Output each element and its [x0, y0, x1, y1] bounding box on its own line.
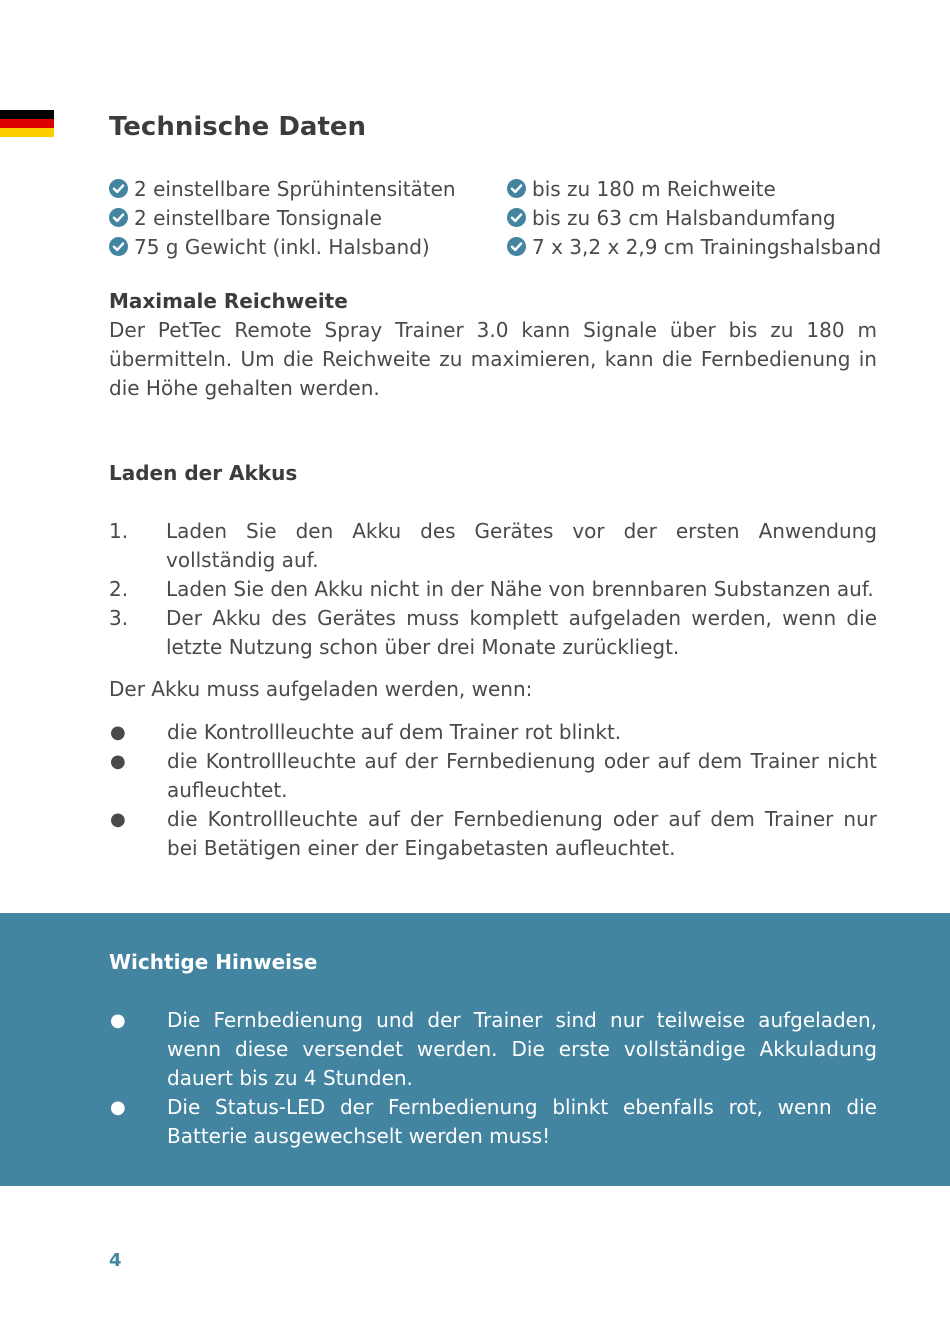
check-circle-icon [507, 179, 526, 198]
bullet-icon: ● [110, 809, 126, 830]
feature-text: 2 einstellbare Sprühintensitäten [134, 176, 456, 201]
step-number: 3. [109, 606, 129, 630]
check-circle-icon [507, 208, 526, 227]
feature-list-left [109, 174, 456, 261]
feature-item [507, 203, 881, 232]
step-text: Laden Sie den Akku des Gerätes vor der ersten Anwendung vollständig auf. [166, 519, 877, 572]
check-circle-icon [109, 208, 128, 227]
list-item [109, 1093, 877, 1151]
range-paragraph: Der PetTec Remote Spray Trainer 3.0 kann Signale über bis zu 180 m übermitteln. Um die Reichweite zu maximieren, kann die Fernbedienung in die Höhe gehalten werden. [109, 318, 877, 400]
check-circle-icon [109, 237, 128, 256]
notes-heading: Wichtige Hinweise [109, 950, 318, 974]
feature-text: bis zu 63 cm Halsbandumfang [532, 205, 836, 230]
bullet-icon: ● [110, 751, 126, 772]
feature-item [109, 174, 456, 203]
list-item [109, 604, 877, 662]
step-number: 2. [109, 577, 129, 601]
feature-item [109, 232, 456, 261]
german-flag-icon [0, 110, 54, 137]
flag-stripe-red [0, 119, 54, 128]
range-heading: Maximale Reichweite [109, 289, 348, 313]
list-item [109, 517, 877, 575]
feature-text: bis zu 180 m Reichweite [532, 176, 776, 201]
list-item [109, 575, 877, 604]
bullet-icon: ● [110, 1097, 126, 1118]
check-circle-icon [507, 237, 526, 256]
list-item [109, 805, 877, 863]
step-text: Der Akku des Gerätes muss komplett aufgeladen werden, wenn die letzte Nutzung schon über drei Monate zurückliegt. [166, 606, 877, 659]
charging-steps-list [109, 517, 877, 662]
feature-text: 75 g Gewicht (inkl. Halsband) [134, 234, 430, 259]
feature-item [109, 203, 456, 232]
flag-stripe-black [0, 110, 54, 119]
condition-text: die Kontrollleuchte auf der Fernbedienung oder auf dem Trainer nicht aufleuchtet. [167, 749, 877, 802]
feature-text: 7 x 3,2 x 2,9 cm Trainingshalsband [532, 234, 882, 259]
page-number: 4 [109, 1250, 122, 1271]
list-item [109, 747, 877, 805]
page-title: Technische Daten [109, 112, 367, 142]
step-text: Laden Sie den Akku nicht in der Nähe von brennbaren Substanzen auf. [166, 577, 874, 601]
charging-heading: Laden der Akkus [109, 461, 298, 485]
notes-list [109, 1006, 877, 1151]
step-number: 1. [109, 519, 129, 543]
note-text: Die Status-LED der Fernbedienung blinkt ebenfalls rot, wenn die Batterie ausgewechselt werden muss! [167, 1095, 877, 1148]
feature-item [507, 232, 881, 261]
charging-conditions-list [109, 718, 877, 863]
note-text: Die Fernbedienung und der Trainer sind nur teilweise aufgeladen, wenn diese versendet werden. Die erste vollständige Akkuladung dauert bis zu 4 Stunden. [167, 1008, 877, 1090]
feature-list-right [507, 174, 881, 261]
list-item [109, 1006, 877, 1093]
important-notes-panel [0, 913, 950, 1186]
condition-text: die Kontrollleuchte auf dem Trainer rot blinkt. [167, 720, 622, 744]
list-item [109, 718, 877, 747]
bullet-icon: ● [110, 1010, 126, 1031]
bullet-icon: ● [110, 722, 126, 743]
feature-text: 2 einstellbare Tonsignale [134, 205, 382, 230]
feature-item [507, 174, 881, 203]
flag-stripe-gold [0, 128, 54, 137]
check-circle-icon [109, 179, 128, 198]
condition-text: die Kontrollleuchte auf der Fernbedienung oder auf dem Trainer nur bei Betätigen einer der Eingabetasten aufleuchtet. [167, 807, 877, 860]
charging-intro: Der Akku muss aufgeladen werden, wenn: [109, 677, 533, 701]
